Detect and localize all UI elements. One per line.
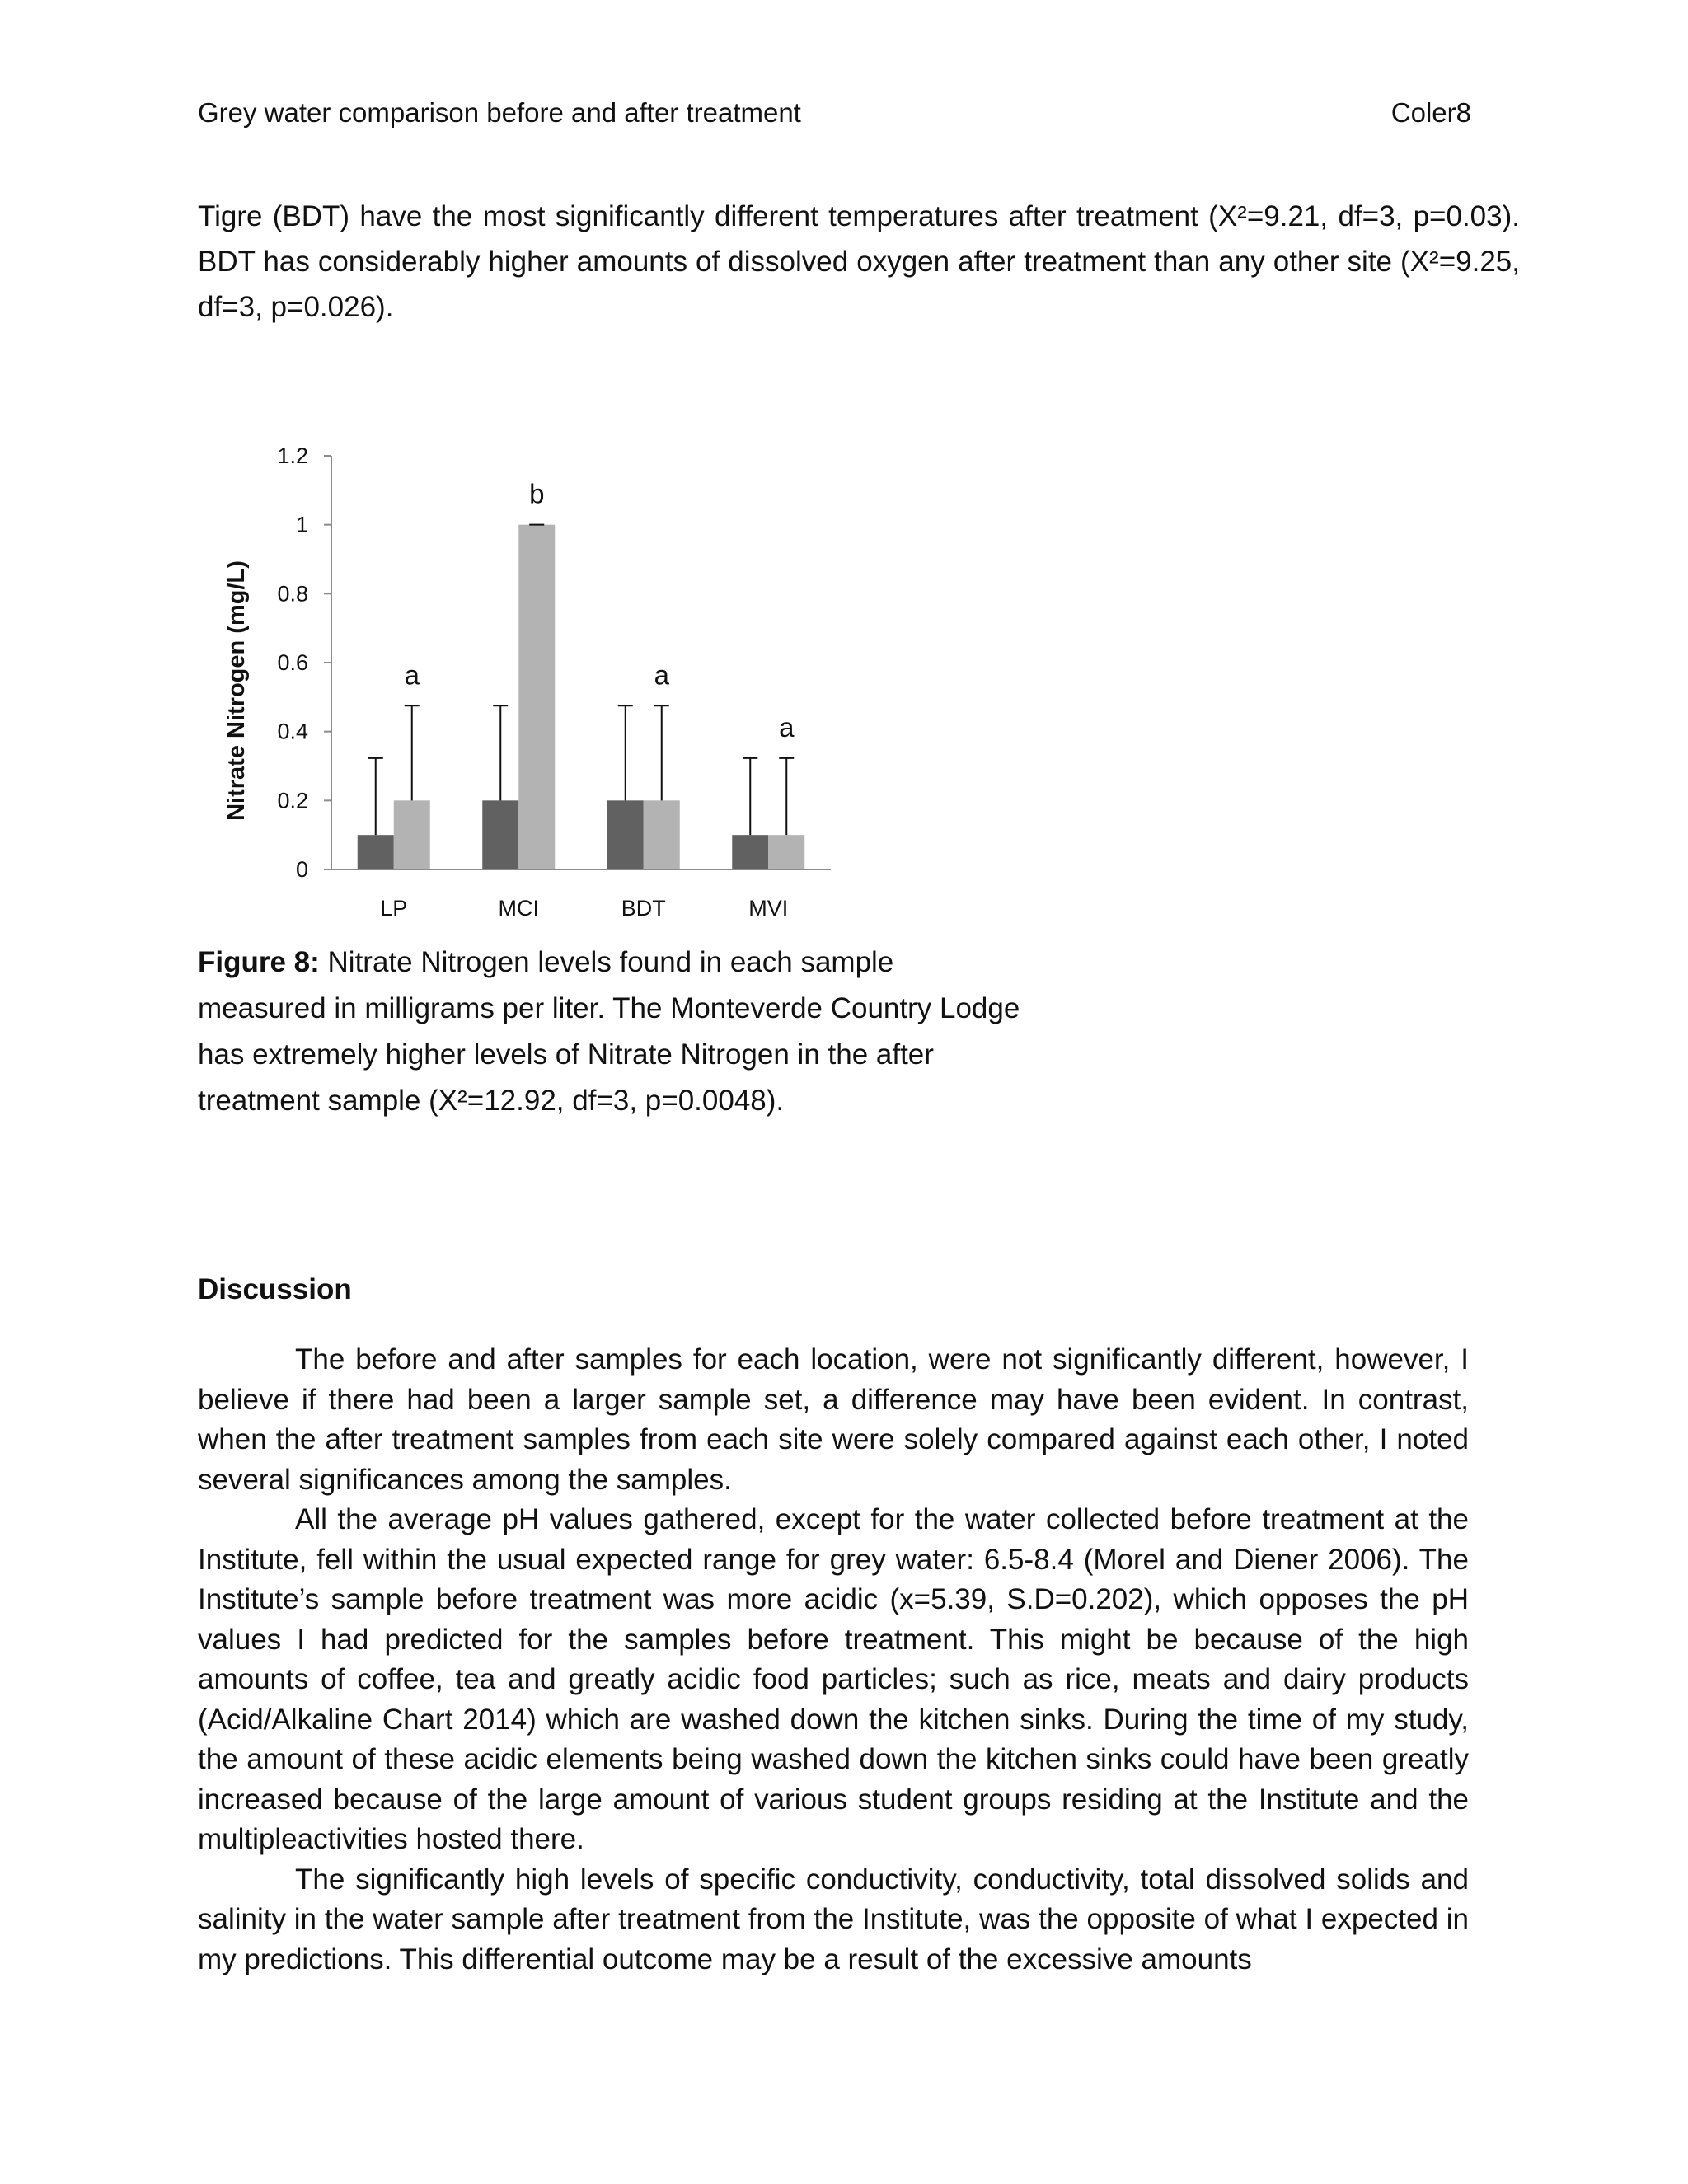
page-label: Coler8	[1390, 97, 1471, 128]
bar-after-mci	[518, 525, 555, 869]
y-tick-label: 1	[295, 512, 308, 537]
x-category-label: MVI	[748, 896, 789, 921]
caption-text: Nitrate Nitrogen levels found in each sample measured in milligrams per liter. The Monteverde Country Lodge has extremely higher levels of Nitrate Nitrogen in the after treatment sample (X²=12.92, df=3, p=0.0048).	[198, 946, 1020, 1117]
y-tick-label: 0.8	[277, 581, 308, 607]
page-header	[198, 97, 1471, 134]
x-category-label: BDT	[621, 896, 666, 921]
y-tick-label: 0.2	[277, 788, 308, 813]
y-tick-label: 0.6	[277, 650, 308, 675]
discussion-paragraph-1: The before and after samples for each location, were not significantly different, however, I believe if there had been a larger sample set, a difference may have been evident. In contrast, when the after treatment samples from each site were solely compared against each other, I noted several significances among the samples.	[198, 1343, 1469, 1496]
caption-label: Figure 8:	[198, 946, 320, 978]
significance-label: a	[654, 659, 669, 691]
running-title: Grey water comparison before and after treatment	[198, 97, 801, 128]
y-tick-label: 0.4	[277, 719, 308, 744]
bar-after-bdt	[644, 800, 680, 869]
significance-label: a	[779, 711, 795, 743]
y-axis-label: Nitrate Nitrogen (mg/L)	[223, 560, 250, 821]
significance-label: b	[529, 478, 545, 509]
y-tick-label: 1.2	[277, 443, 308, 468]
bar-before-mvi	[732, 835, 768, 869]
figure-8-chart	[198, 429, 857, 923]
x-category-label: LP	[380, 896, 408, 921]
intro-paragraph: Tigre (BDT) have the most significantly different temperatures after treatment (X²=9.21, df=3, p=0.03). BDT has considerably higher amounts of dissolved oxygen after treatment than any other site (X²=9.25, df=3, p=0.026).	[198, 200, 1520, 323]
bar-before-lp	[358, 835, 394, 869]
y-tick-label: 0	[295, 857, 308, 882]
bar-after-lp	[394, 800, 430, 869]
bar-before-mci	[482, 800, 518, 869]
figure-caption	[198, 940, 1022, 1124]
significance-label: a	[404, 659, 420, 691]
x-category-label: MCI	[498, 896, 539, 921]
bar-after-mvi	[768, 835, 804, 869]
bar-before-bdt	[607, 800, 644, 869]
discussion-heading: Discussion	[198, 1273, 352, 1305]
chart-svg	[198, 429, 857, 923]
discussion-paragraph-3: The significantly high levels of specific conductivity, conductivity, total dissolved solids and salinity in the water sample after treatment from the Institute, was the opposite of what I expected in my predictions. This differential outcome may be a result of the excessive amounts	[198, 1863, 1469, 1975]
discussion-body	[198, 1340, 1469, 1980]
discussion-paragraph-2: All the average pH values gathered, except for the water collected before treatment at the Institute, fell within the usual expected range for grey water: 6.5-8.4 (Morel and Diener 2006). The Institute’s sample before treatment was more acidic (x=5.39, S.D=0.202), which opposes the pH values I had predicted for the samples before treatment. This might be because of the high amounts of coffee, tea and greatly acidic food particles; such as rice, meats and dairy products (Acid/Alkaline Chart 2014) which are washed down the kitchen sinks. During the time of my study, the amount of these acidic elements being washed down the kitchen sinks could have been greatly increased because of the large amount of various student groups residing at the Institute and the multipleactivities hosted there.	[198, 1503, 1469, 1855]
